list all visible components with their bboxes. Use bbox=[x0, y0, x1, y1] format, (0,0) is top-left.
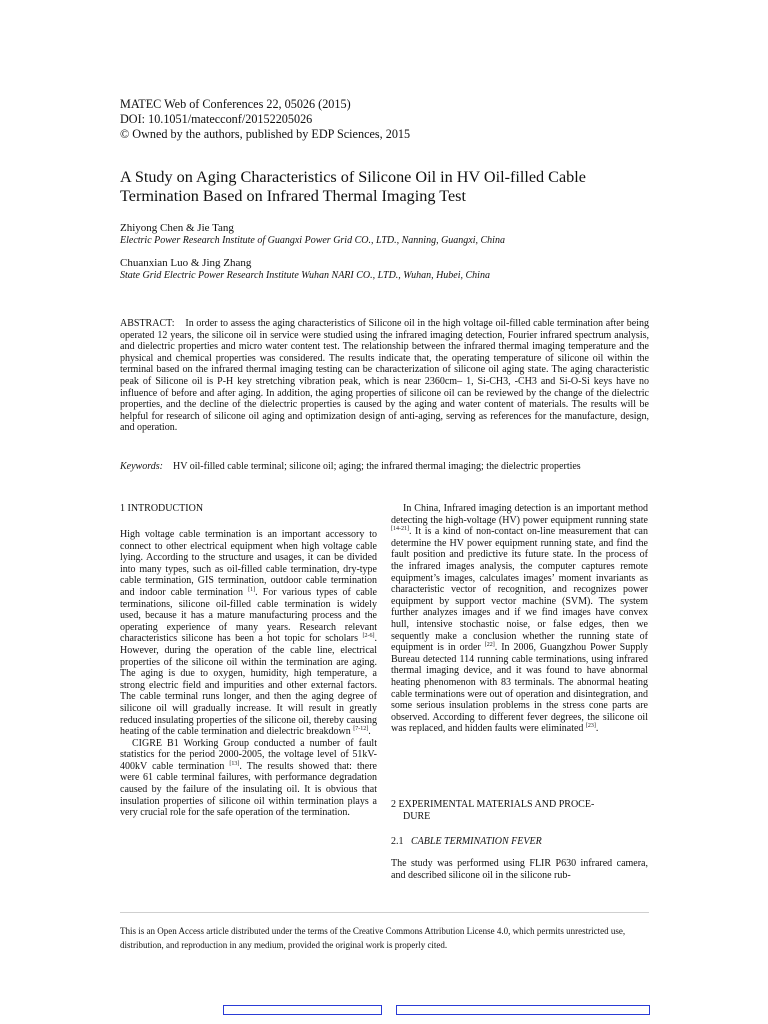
link-box-right[interactable] bbox=[396, 1005, 650, 1015]
link-box-left[interactable] bbox=[223, 1005, 382, 1015]
citation[interactable]: [7-12] bbox=[353, 726, 369, 733]
keywords bbox=[120, 461, 660, 473]
section-2-heading: 2 EXPERIMENTAL MATERIALS AND PROCE- DURE bbox=[391, 799, 595, 822]
footer-divider bbox=[120, 912, 649, 913]
author-names-2: Chuanxian Luo & Jing Zhang bbox=[120, 257, 252, 269]
doi-line[interactable]: DOI: 10.1051/matecconf/20152205026 bbox=[120, 112, 313, 126]
license-note: This is an Open Access article distributed under the terms of the Creative Commons Attribution License 4.0, which permits unrestricted use, distribution, and reproduction in any medium, provided the original work is properly cited. bbox=[120, 926, 626, 950]
author-names-1: Zhiyong Chen & Jie Tang bbox=[120, 222, 234, 234]
copyright-line: © Owned by the authors, published by EDP Sciences, 2015 bbox=[120, 127, 411, 141]
abstract bbox=[120, 318, 649, 434]
keywords-text: HV oil-filled cable terminal; silicone oil; aging; the infrared thermal imaging; the dielectric properties bbox=[172, 461, 581, 472]
paper-title: A Study on Aging Characteristics of Silicone Oil in HV Oil-filled Cable Termination Based on Infrared Thermal Imaging Test bbox=[120, 168, 586, 205]
citation[interactable]: [23] bbox=[585, 723, 596, 730]
author-affiliation-1: Electric Power Research Institute of Guangxi Power Grid CO., LTD., Nanning, Guangxi, China bbox=[120, 235, 505, 246]
section-1-heading: 1 INTRODUCTION bbox=[120, 503, 204, 514]
intro-paragraph-2: CIGRE B1 Working Group conducted a number of fault statistics for the period 2000-2005, the voltage level of 51kV-400kV cable termination [13]. The results showed that: there were 61 cable terminal failures, with performance degradation caused by the failure of the insulating oil. It is obvious that insulation properties of silicone oil within termination plays a very crucial role for the safe operation of the termination. bbox=[120, 737, 377, 819]
citation[interactable]: [14-21] bbox=[391, 526, 409, 533]
citation[interactable]: [22] bbox=[484, 642, 495, 649]
abstract-text: In order to assess the aging characteristics of Silicone oil in the high voltage oil-filled cable termination after being operated 12 years, the silicone oil in service were studied using the infrared imaging detection, Fourier infrared spectrum analysis, and dielectric properties and micro water content test. The relationship between the infrared thermal imaging temperature and the physical and chemical properties was considered. The results indicate that, the operating temperature of silicone oil within the terminal based on the infrared thermal imaging testing can be characterization of silicone oil aging state. The aging characteristic peak of Silicone oil is P-H key stretching vibration peak, which is near 2360cm– 1, Si-CH3, -CH3 and Si-O-Si keys have no influence of before and after aging. In addition, the aging properties of silicone oil can be reviewed by the change of the dielectric properties, and the decline of the dielectric properties is caused by the aging and water content of materials. The results will be helpful for research of silicone oil aging and optimization design of anti-aging, serving as references for the manufacture, design, and operation. bbox=[120, 318, 649, 434]
author-affiliation-2: State Grid Electric Power Research Institute Wuhan NARI CO., LTD., Wuhan, Hubei, China bbox=[120, 270, 490, 281]
section-2-1-paragraph: The study was performed using FLIR P630 infrared camera, and described silicone oil in the silicone rub- bbox=[391, 858, 648, 881]
keywords-label: Keywords: bbox=[120, 461, 163, 472]
intro-paragraph-3: In China, Infrared imaging detection is an important method detecting the high-voltage (HV) power equipment running state [14-21]. It is a kind of non-contact on-line measurement that can determine the HV power equipment running state, and find the fault position and predictive its future state. In the process of the infrared images analysis, the computer captures remote equipment’s images, calculates images’ moment invariants as characteristic vector of recognition, and recognizes power equipment by support vector machine (SVM). The system further analyzes images and if we find images have convex hull, intensive stochastic noise, or false edges, then we sequently make a conclusion whether the running state of equipment is in order [22]. In 2006, Guangzhou Power Supply Bureau detected 114 running cable terminations, using infrared thermal imaging device, and it was found to have abnormal heating phenomenon with 83 terminals. The abnormal heating cable terminations were out of operation and disintegration, and some serious insulation problems in the stress cone parts are observed. According to different fever degrees, the silicone oil was replaced, and hidden faults were eliminated [23]. bbox=[391, 503, 648, 735]
citation[interactable]: [13] bbox=[229, 760, 240, 767]
intro-paragraph-1: High voltage cable termination is an important accessory to connect to other electrical equipment when high voltage cable lying. According to the structure and usages, it can be divided into many types, such as oil-filled cable termination, dry-type cable termination, GIS termination, outdoor cable termination and indoor cable termination [1]. For various types of cable terminations, silicone oil-filled cable termination is widely used, because it has a mature manufacturing process and the operating experience of many years. Research relevant characteristics silicone has been a hot topic for scholars [2-6]. However, during the operation of the cable line, electrical properties of the silicone oil within the termination are aging. The aging is due to oxygen, humidity, high temperature, a strong electric field and impurities and other external factors. The cable terminal runs longer, and then the aging degree of silicone oil will gradually increase. It will result in greatly reduced insulating properties of the silicone oil, thereby causing heating of the cable termination and dielectric breakdown [7-12]. CIGRE B1 Working Group conducted a number of fault statistics for the period 2000-2005, the voltage level of 51kV-400kV cable termination [13]. The results showed that: there were 61 cable terminal failures, with performance degradation caused by the failure of the insulating oil. It is obvious that insulation properties of silicone oil within termination plays a very crucial role for the safe operation of the termination. bbox=[120, 529, 377, 819]
journal-line: MATEC Web of Conferences 22, 05026 (2015) bbox=[120, 97, 351, 111]
section-2-1-heading: 2.1 CABLE TERMINATION FEVER bbox=[391, 836, 542, 847]
citation[interactable]: [2-6] bbox=[362, 633, 375, 640]
citation[interactable]: [1] bbox=[248, 586, 256, 593]
abstract-label: ABSTRACT: bbox=[120, 318, 175, 329]
